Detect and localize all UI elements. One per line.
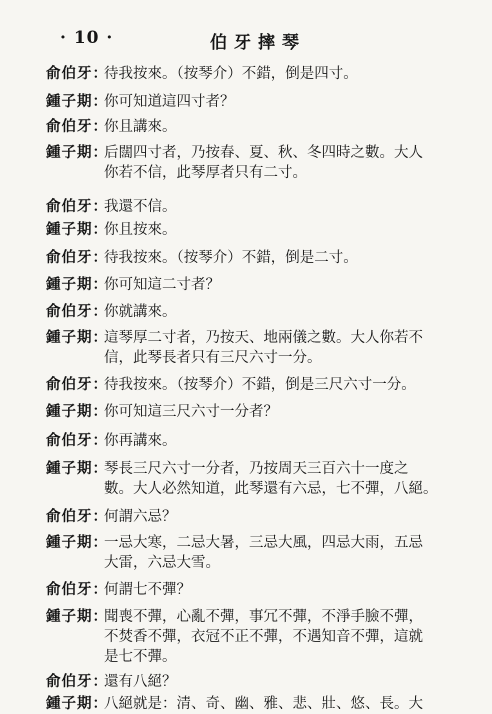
speaker-name: 鍾子期： bbox=[46, 93, 108, 110]
dialogue-text: 信，此琴長者只有三尺六寸一分。 bbox=[104, 350, 322, 366]
dialogue-text: 你若不信，此琴厚者只有二寸。 bbox=[104, 165, 307, 181]
dialogue-line bbox=[46, 64, 456, 84]
dialogue-line bbox=[46, 248, 456, 268]
dialogue-continuation bbox=[46, 348, 492, 368]
speaker-name: 俞伯牙： bbox=[46, 249, 108, 266]
dialogue-line bbox=[46, 220, 456, 240]
dialogue-line bbox=[46, 275, 456, 295]
dialogue-line bbox=[46, 197, 456, 217]
dialogue-continuation bbox=[46, 479, 492, 499]
dialogue-line bbox=[46, 375, 456, 395]
dialogue-text: 這琴厚二寸者，乃按天、地兩儀之數。大人你若不 bbox=[104, 330, 423, 346]
dialogue-text: 聞喪不彈，心亂不彈，事冗不彈，不淨手臉不彈， bbox=[104, 609, 423, 625]
speaker-name: 鍾子期： bbox=[46, 329, 108, 346]
dialogue-line bbox=[46, 117, 456, 137]
dialogue-line bbox=[46, 431, 456, 451]
dialogue-line bbox=[46, 402, 456, 422]
dialogue-text: 還有八絕？ bbox=[104, 674, 177, 690]
dialogue-text: 后闊四寸者，乃按春、夏、秋、冬四時之數。大人 bbox=[104, 145, 423, 161]
dialogue-text: 你且講來。 bbox=[104, 119, 177, 135]
dialogue-line bbox=[46, 507, 456, 527]
dialogue-line bbox=[46, 607, 456, 627]
speaker-name: 俞伯牙： bbox=[46, 376, 108, 393]
dialogue-line bbox=[46, 302, 456, 322]
dialogue-text: 待我按來。（按琴介）不錯，倒是二寸。 bbox=[104, 250, 358, 266]
speaker-name: 鍾子期： bbox=[46, 460, 108, 477]
speaker-name: 鍾子期： bbox=[46, 144, 108, 161]
dialogue-text: 一忌大寒，二忌大暑，三忌大風，四忌大雨，五忌 bbox=[104, 535, 423, 551]
dialogue-text: 你可知道這四寸者？ bbox=[104, 94, 235, 110]
dialogue-line bbox=[46, 672, 456, 692]
dialogue-continuation bbox=[46, 553, 492, 573]
dialogue-continuation bbox=[46, 647, 492, 667]
dialogue-text: 你再講來。 bbox=[104, 433, 177, 449]
dialogue-line bbox=[46, 533, 456, 553]
speaker-name: 俞伯牙： bbox=[46, 65, 108, 82]
dialogue-text: 何謂六忌？ bbox=[104, 509, 177, 525]
dialogue-text: 待我按來。（按琴介）不錯，倒是三尺六寸一分。 bbox=[104, 377, 416, 393]
speaker-name: 俞伯牙： bbox=[46, 303, 108, 320]
speaker-name: 俞伯牙： bbox=[46, 581, 108, 598]
speaker-name: 鍾子期： bbox=[46, 608, 108, 625]
running-title: 伯牙摔琴 bbox=[210, 33, 306, 53]
dialogue-line bbox=[46, 694, 456, 714]
dialogue-text: 琴長三尺六寸一分者，乃按周天三百六十一度之 bbox=[104, 461, 409, 477]
speaker-name: 俞伯牙： bbox=[46, 198, 108, 215]
speaker-name: 鍾子期： bbox=[46, 276, 108, 293]
dialogue-line bbox=[46, 92, 456, 112]
dialogue-text: 你且按來。 bbox=[104, 222, 177, 238]
dialogue-text: 你可知這三尺六寸一分者？ bbox=[104, 404, 278, 420]
dialogue-text: 數。大人必然知道，此琴還有六忌，七不彈，八絕。 bbox=[104, 481, 438, 497]
dialogue-text: 是七不彈。 bbox=[104, 649, 177, 665]
dialogue-text: 待我按來。（按琴介）不錯，倒是四寸。 bbox=[104, 66, 358, 82]
dialogue-line bbox=[46, 328, 456, 348]
dialogue-text: 你可知這二寸者？ bbox=[104, 277, 220, 293]
page-header bbox=[0, 28, 492, 54]
page-number: · 10 · bbox=[60, 28, 114, 48]
dialogue-line bbox=[46, 143, 456, 163]
dialogue-text: 八絕就是：清、奇、幽、雅、悲、壯、悠、長。大 bbox=[104, 696, 423, 712]
speaker-name: 鍾子期： bbox=[46, 534, 108, 551]
dialogue-text: 不焚香不彈，衣冠不正不彈，不遇知音不彈，這就 bbox=[104, 629, 423, 645]
speaker-name: 俞伯牙： bbox=[46, 508, 108, 525]
dialogue-text: 何謂七不彈？ bbox=[104, 582, 191, 598]
speaker-name: 俞伯牙： bbox=[46, 673, 108, 690]
dialogue-line bbox=[46, 459, 456, 479]
speaker-name: 鍾子期： bbox=[46, 221, 108, 238]
dialogue-continuation bbox=[46, 627, 492, 647]
speaker-name: 鍾子期： bbox=[46, 695, 108, 712]
speaker-name: 俞伯牙： bbox=[46, 432, 108, 449]
speaker-name: 俞伯牙： bbox=[46, 118, 108, 135]
dialogue-text: 大雷，六忌大雪。 bbox=[104, 555, 220, 571]
dialogue-continuation bbox=[46, 163, 492, 183]
dialogue-text: 我還不信。 bbox=[104, 199, 177, 215]
dialogue-line bbox=[46, 580, 456, 600]
dialogue-text: 你就講來。 bbox=[104, 304, 177, 320]
speaker-name: 鍾子期： bbox=[46, 403, 108, 420]
